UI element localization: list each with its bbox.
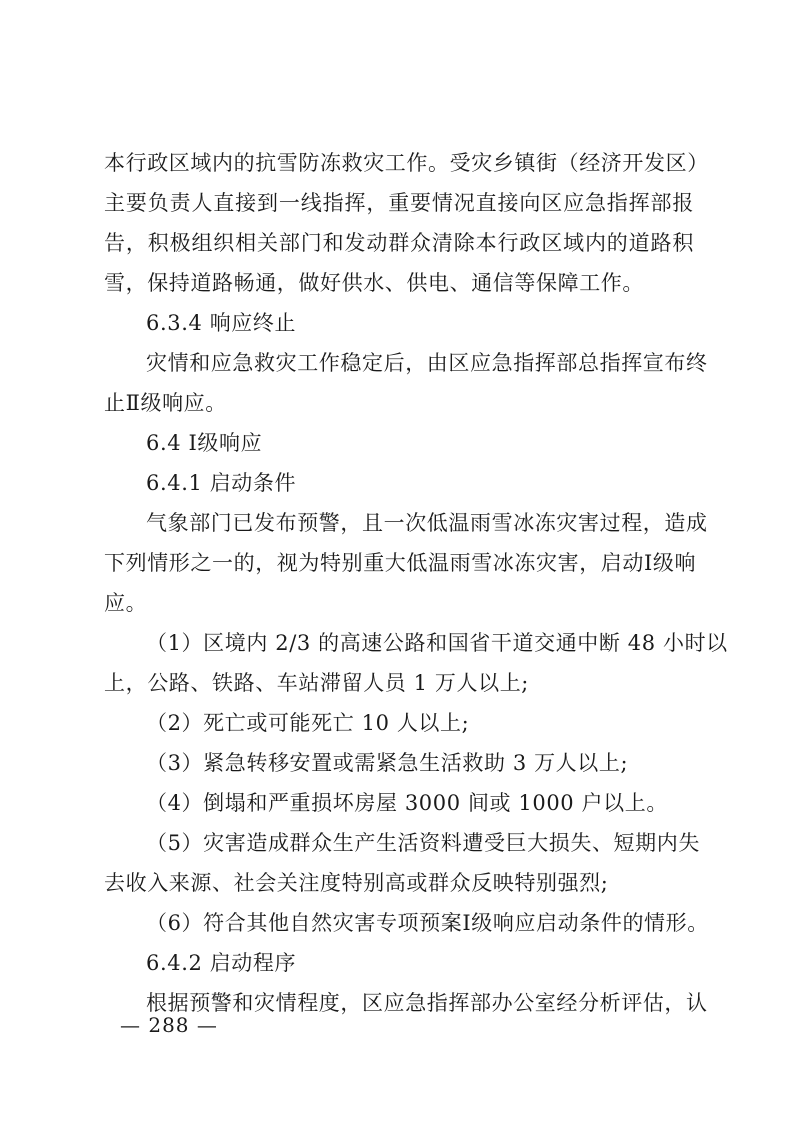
list-item-6: （6）符合其他自然灾害专项预案Ⅰ级响应启动条件的情形。 [146, 911, 709, 935]
list-item-4: （4）倒塌和严重损坏房屋 3000 间或 1000 户以上。 [146, 791, 668, 815]
text-line-7: 止Ⅱ级响应。 [104, 391, 227, 415]
text-line-12: 应。 [104, 591, 148, 615]
text-line-6: 灾情和应急救灾工作稳定后，由区应急指挥部总指挥宣布终 [146, 351, 708, 375]
list-item-2: （2）死亡或可能死亡 10 人以上; [146, 711, 470, 735]
text-line-3: 告，积极组织相关部门和发动群众清除本行政区域内的道路积 [104, 231, 694, 255]
text-line-10: 气象部门已发布预警，且一次低温雨雪冰冻灾害过程，造成 [146, 511, 708, 535]
section-heading-6-4-2: 6.4.2 启动程序 [146, 951, 297, 975]
page-number: — 288 — [120, 1013, 218, 1037]
list-item-5-line-2: 去收入来源、社会关注度特别高或群众反映特别强烈; [104, 871, 609, 895]
text-line-1: 本行政区域内的抗雪防冻救灾工作。受灾乡镇街（经济开发区） [104, 151, 709, 175]
list-item-1-line-2: 上，公路、铁路、车站滞留人员 1 万人以上; [104, 671, 529, 695]
section-heading-6-3-4: 6.3.4 响应终止 [146, 311, 297, 335]
list-item-3: （3）紧急转移安置或需紧急生活救助 3 万人以上; [146, 751, 629, 775]
section-heading-6-4: 6.4 Ⅰ级响应 [146, 431, 263, 455]
text-line-2: 主要负责人直接到一线指挥，重要情况直接向区应急指挥部报 [104, 191, 694, 215]
list-item-1-line-1: （1）区境内 2/3 的高速公路和国省干道交通中断 48 小时以 [146, 631, 728, 655]
text-line-11: 下列情形之一的，视为特别重大低温雨雪冰冻灾害，启动Ⅰ级响 [104, 551, 697, 575]
list-item-5-line-1: （5）灾害造成群众生产生活资料遭受巨大损失、短期内失 [146, 831, 700, 855]
text-line-4: 雪，保持道路畅通，做好供水、供电、通信等保障工作。 [104, 271, 644, 295]
section-heading-6-4-1: 6.4.1 启动条件 [146, 471, 297, 495]
text-line-22: 根据预警和灾情程度，区应急指挥部办公室经分析评估，认 [146, 991, 708, 1015]
